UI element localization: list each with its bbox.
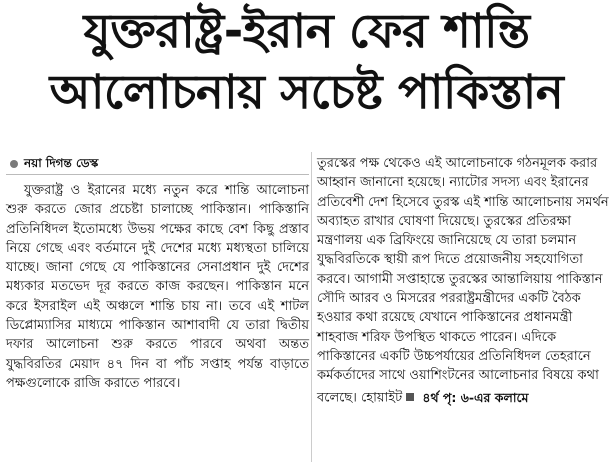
byline-text: নয়া দিগন্ত ডেস্ক <box>24 156 99 171</box>
article-paragraph: তুরস্কের পক্ষ থেকেও এই আলোচনাকে গঠনমূলক করার আহ্বান জানানো হয়েছে। ন্যাটোর সদস্য এবং ইরানের প্রতিবেশী দেশ হিসেবে তুরস্ক এই শান্তি আলোচনায় সমর্থন অব্যাহত রাখার ঘোষণা দিয়েছে। তুরস্কের প্রতিরক্ষা মন্ত্রণালয় এক ব্রিফিংয়ে জানিয়েছে যে তারা চলমান যুদ্ধবিরতিকে স্থায়ী রূপ দিতে প্রয়োজনীয় সহযোগিতা করবে। আগামী সপ্তাহান্তে তুরস্কের আন্তালিয়ায় পাকিস্তান সৌদি আরব ও মিসরের পররাষ্ট্রমন্ত্রীদের একটি বৈঠক হওয়ার কথা রয়েছে যেখানে পাকিস্তানের প্রধানমন্ত্রী শাহবাজ শরিফ উপস্থিত থাকতে পারেন। এদিকে পাকিস্তানের একটি উচ্চপর্যায়ের প্রতিনিধিদল তেহরানে কর্মকর্তাদের সাথে ওয়াশিংটনের আলোচনার বিষয়ে কথা বলেছে। হোয়াইট <box>317 156 609 406</box>
article-paragraph: যুক্তরাষ্ট্র ও ইরানের মধ্যে নতুন করে শান্তি আলোচনা শুরু করতে জোর প্রচেষ্টা চালাচ্ছে পাকিস্তান। পাকিস্তানি প্রতিনিধিদল ইতোমধ্যে উভয় পক্ষের কাছে বেশ কিছু প্রস্তাব নিয়ে গেছে এবং বর্তমানে দুই দেশের মধ্যে মধ্যস্থতা চালিয়ে যাচ্ছে। জানা গেছে যে পাকিস্তানের সেনাপ্রধান দুই দেশের মধ্যকার মতভেদ দূর করতে কাজ করছেন। পাকিস্তান মনে করে ইসরাইল এই অঞ্চলে শান্তি চায় না। তবে এই শাটল ডিপ্লোম্যাসির মাধ্যমে পাকিস্তান আশাবাদী যে তারা দ্বিতীয় দফার আলোচনা শুরু করতে পারবে অথবা অন্তত যুদ্ধবিরতির মেয়াদ ৪৭ দিন বা পাঁচ সপ্তাহ পর্যন্ত বাড়াতে পক্ষগুলোকে রাজি করাতে পারবে। <box>6 183 309 391</box>
continuation-square-icon <box>406 393 414 401</box>
article-column-left <box>6 154 309 393</box>
byline-bullet-icon <box>10 160 18 168</box>
headline-line-2: আলোচনায় সচেষ্ট পাকিস্তান <box>49 65 564 120</box>
headline-line-1: যুক্তরাষ্ট্র-ইরান ফের শান্তি <box>83 4 530 59</box>
continuation-text: ৪র্থ পৃ: ৬-এর কলামে <box>422 389 529 405</box>
article-column-right <box>317 154 609 408</box>
column-divider <box>311 152 312 462</box>
continuation-note <box>406 388 528 407</box>
headline <box>0 2 613 120</box>
byline <box>6 154 309 175</box>
